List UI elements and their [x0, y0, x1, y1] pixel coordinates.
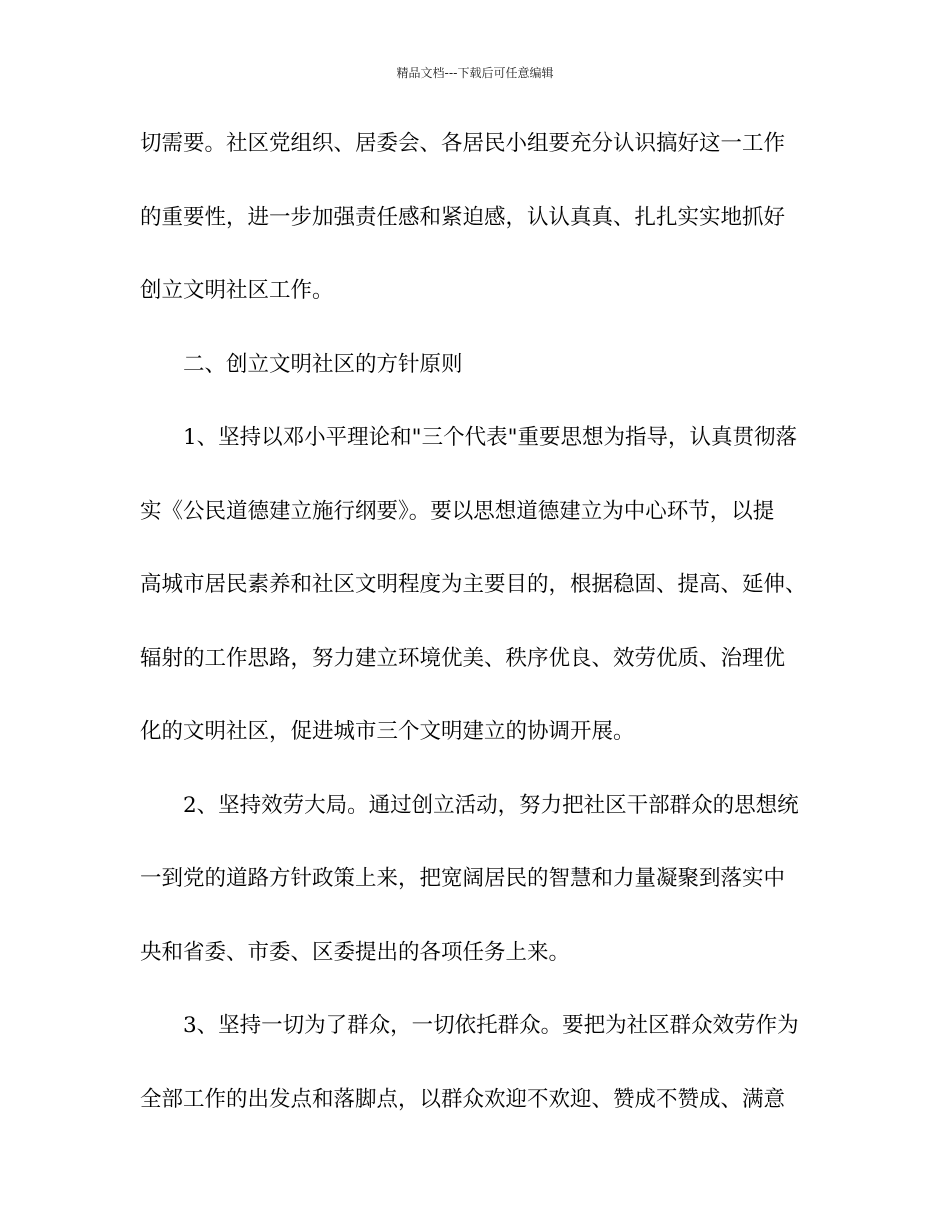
- body-line: 高城市居民素养和社区文明程度为主要目的，根据稳固、提高、延伸、: [140, 572, 807, 597]
- body-line: 一到党的道路方针政策上来，把宽阔居民的智慧和力量凝聚到落实中: [140, 866, 786, 891]
- document-body: [140, 124, 830, 1153]
- body-line: 的重要性，进一步加强责任感和紧迫感，认认真真、扎扎实实地抓好: [140, 204, 786, 230]
- body-line: 辐射的工作思路，努力建立环境优美、秩序优良、效劳优质、治理优: [140, 645, 786, 671]
- body-line: 实《公民道德建立施行纲要》。要以思想道德建立为中心环节，以提: [140, 498, 775, 524]
- body-line: 2、坚持效劳大局。通过创立活动，努力把社区干部群众的思想统: [183, 792, 799, 818]
- section-heading: 二、创立文明社区的方针原则: [183, 351, 463, 377]
- body-line: 3、坚持一切为了群众，一切依托群众。要把为社区群众效劳作为: [183, 1013, 799, 1038]
- body-line: 化的文明社区，促进城市三个文明建立的协调开展。: [140, 719, 635, 744]
- body-line: 央和省委、市委、区委提出的各项任务上来。: [140, 939, 571, 965]
- body-line: 全部工作的出发点和落脚点，以群众欢迎不欢迎、赞成不赞成、满意: [140, 1086, 786, 1112]
- body-line: 切需要。社区党组织、居委会、各居民小组要充分认识搞好这一工作: [140, 131, 786, 156]
- body-line: 1、坚持以邓小平理论和"三个代表"重要思想为指导，认真贯彻落: [183, 425, 797, 450]
- page-header: 精品文档---下载后可任意编辑: [396, 66, 554, 80]
- body-line: 创立文明社区工作。: [140, 278, 334, 303]
